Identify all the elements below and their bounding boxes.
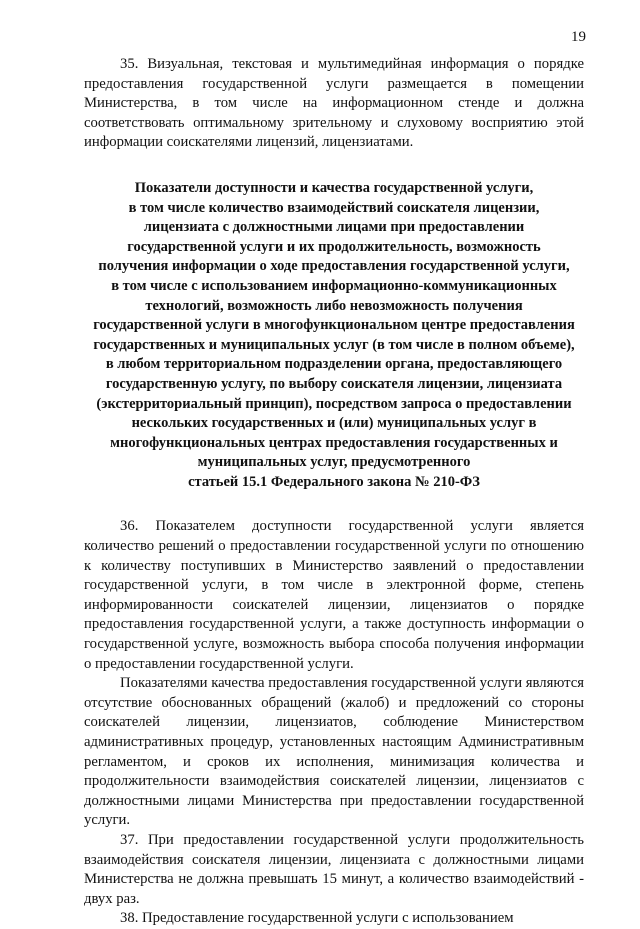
paragraph-36: 36. Показателем доступности государственной услуги является количество решений о предоставлении государственной услуги по отношению к количеству поступивших в Министерство заявлений о предоставлении государственной услуги, в том числе в электронной форме, степень информированности соискателей лицензии, лицензиатов о порядке предоставления государственной услуги, а также доступность информации о государственной услуге, возможность выбора способа получения информации о предоставлении государственной услуги. [84,518,584,672]
document-body [84,55,584,929]
paragraph-38: 38. Предоставление государственной услуги с использованием [120,910,514,927]
page-number: 19 [571,29,586,45]
heading-line: государственных и муниципальных услуг (в том числе в полном объеме), [93,336,575,353]
section-heading [84,179,584,493]
heading-line: в любом территориальном подразделении органа, предоставляющего [105,356,563,373]
heading-line: многофункциональных центрах предоставления государственных и [110,434,558,451]
heading-line: государственной услуги в многофункциональном центре предоставления [93,317,575,334]
heading-line: Показатели доступности и качества государственной услуги, [134,179,534,196]
paragraph-37: 37. При предоставлении государственной услуги продолжительность взаимодействия соискателя лицензии, лицензиата с должностными лицами Министерства не должна превышать 15 минут, а количество взаимодействий - двух раз. [84,831,584,907]
heading-line: в том числе количество взаимодействий соискателя лицензии, [128,199,540,216]
heading-line: (экстерриториальный принцип), посредством запроса о предоставлении [96,395,572,412]
heading-line: государственную услугу, по выбору соискателя лицензии, лицензиата [105,375,563,392]
heading-line: технологий, возможность либо невозможность получения [145,297,523,314]
heading-line: нескольких государственных и (или) муниципальных услуг в [131,415,537,432]
heading-line: муниципальных услуг, предусмотренного [197,454,471,471]
heading-line: получения информации о ходе предоставления государственной услуги, [98,258,570,275]
paragraph-35: 35. Визуальная, текстовая и мультимедийная информация о порядке предоставления государственной услуги размещается в помещении Министерства, в том числе на информационном стенде и должна соответствовать оптимальному зрительному и слуховому восприятию этой информации соискателями лицензий, лицензиатами. [84,56,584,151]
heading-line: государственной услуги и их продолжительность, возможность [127,238,541,255]
heading-line: в том числе с использованием информационно-коммуникационных [111,277,557,294]
heading-line: лицензиата с должностными лицами при предоставлении [143,219,525,236]
paragraph-quality-indicators: Показателями качества предоставления государственной услуги являются отсутствие обоснованных обращений (жалоб) и предложений со стороны соискателей лицензии, лицензиатов, соблюдение Министерством административных процедур, установленных настоящим Административным регламентом, и сроков их исполнения, минимизация количества и продолжительности взаимодействия соискателей лицензии, лицензиатов с должностными лицами Министерства при предоставлении государственной услуги. [84,675,584,829]
heading-line: статьей 15.1 Федерального закона № 210-ФЗ [188,473,480,490]
